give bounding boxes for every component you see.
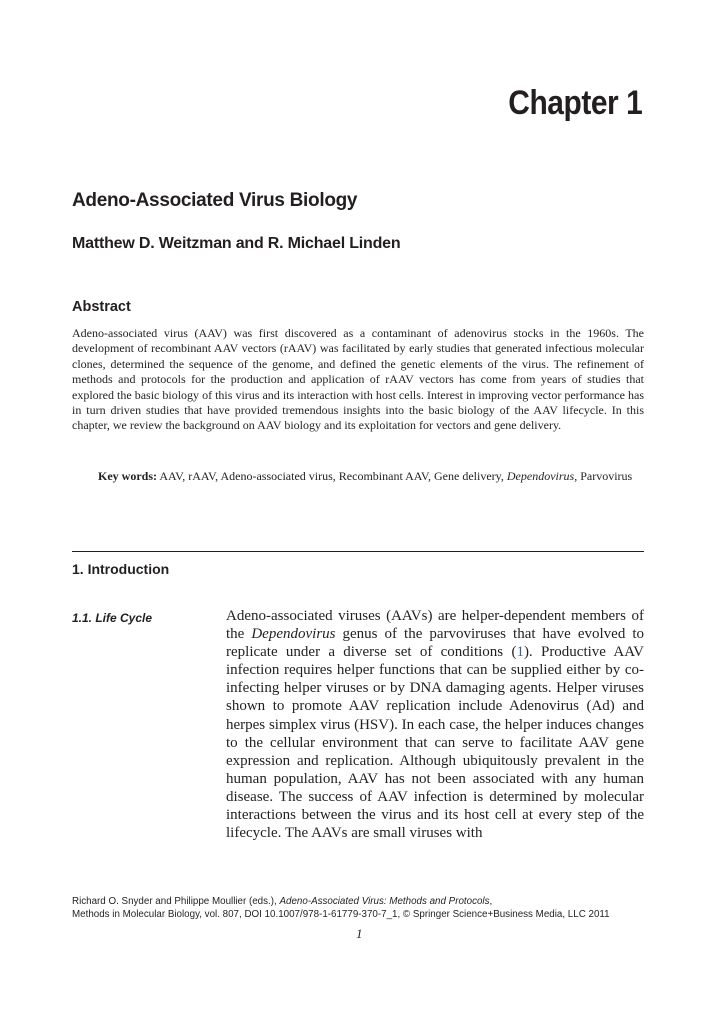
abstract-text: Adeno-associated virus (AAV) was first discovered as a contaminant of adenovirus stocks in the 1960s. The development of recombinant AAV vectors (rAAV) was facilitated by early studies that generated infectious molecular clones, determined the sequence of the genome, and defined the genetic elements of the virus. The refinement of methods and protocols for the production and application of rAAV vectors has come from years of studies that explored the basic biology of this virus and its interaction with host cells. Interest in improving vector performance has in turn driven studies that have provided tremendous insights into the basic biology of the AAV lifecycle. In this chapter, we review the background on AAV biology and its exploitation for vectors and gene delivery. <box>72 326 644 433</box>
citation-link[interactable]: 1 <box>516 644 524 661</box>
footnote <box>72 896 672 921</box>
body-text-2: genus of the parvoviruses that have evolved to replicate under a diverse set of conditions ( <box>226 626 645 661</box>
body-paragraph <box>226 607 644 842</box>
keywords <box>98 469 644 485</box>
chapter-title: Adeno-Associated Virus Biology <box>72 190 358 211</box>
chapter-number: Chapter 1 <box>507 84 642 122</box>
footnote-line-2: Methods in Molecular Biology, vol. 807, DOI 10.1007/978-1-61779-370-7_1, © Springer Science+Business Media, LLC 2011 <box>72 908 610 920</box>
body-text-3: ). Productive AAV infection requires helper functions that can be supplied either by co-infecting helper viruses or by DNA damaging agents. Helper viruses shown to promote AAV replication include Adenovirus (Ad) and herpes simplex virus (HSV). In each case, the helper induces changes to the cellular environment that can serve to facilitate AAV gene expression and replication. Although ubiquitously prevalent in the human population, AAV has not been associated with any human disease. The success of AAV infection is determined by molecular interactions between the virus and its host cell at every step of the lifecycle. The AAVs are small viruses with <box>226 644 644 842</box>
keywords-label: Key words: <box>98 469 157 483</box>
keywords-italic-term: Dependovirus <box>506 469 575 483</box>
subsection-heading: 1.1. Life Cycle <box>72 611 153 625</box>
section-divider <box>72 551 644 552</box>
footnote-comma: , <box>489 896 493 907</box>
footnote-editors: Richard O. Snyder and Philippe Moullier (eds.), <box>72 896 277 907</box>
keywords-list-end: , Parvovirus <box>574 469 633 483</box>
authors: Matthew D. Weitzman and R. Michael Linden <box>72 235 401 252</box>
footnote-book-title: Adeno-Associated Virus: Methods and Protocols <box>279 896 490 907</box>
keywords-list-start: AAV, rAAV, Adeno-associated virus, Recombinant AAV, Gene delivery, <box>159 469 504 483</box>
body-italic-genus: Dependovirus <box>251 626 336 643</box>
section-heading: 1. Introduction <box>72 561 170 577</box>
page-number: 1 <box>356 926 363 941</box>
body-text-1: Adeno-associated viruses (AAVs) are helper-dependent members of the <box>226 608 644 643</box>
abstract-heading: Abstract <box>72 299 131 315</box>
